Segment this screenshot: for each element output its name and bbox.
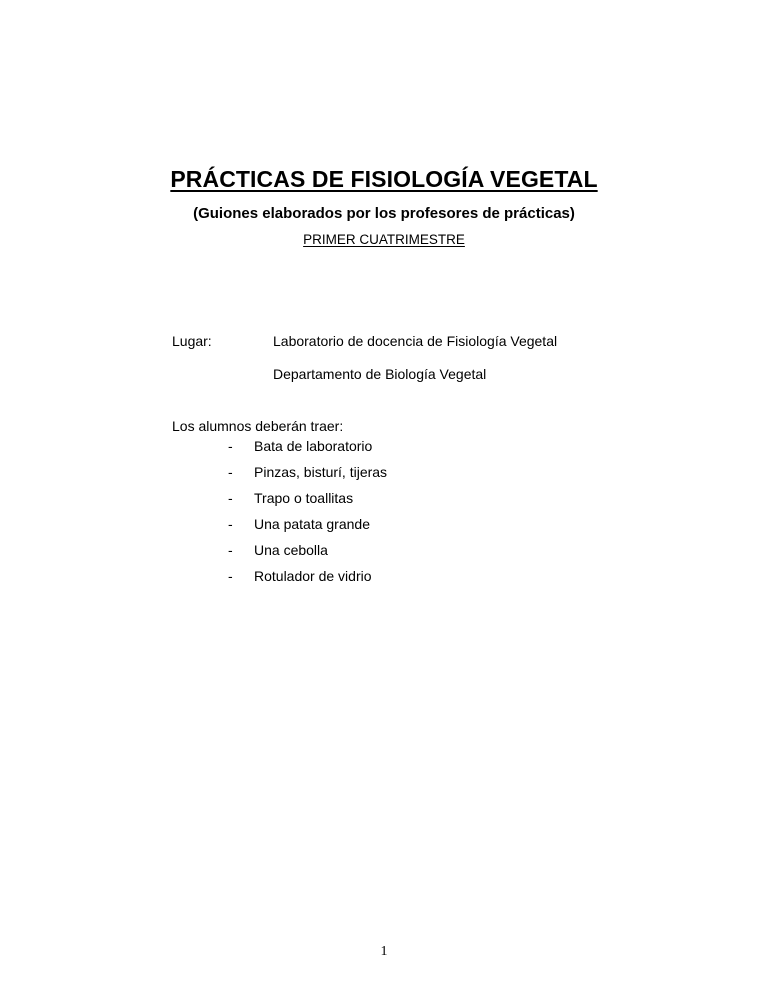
page-number: 1 bbox=[380, 944, 388, 959]
list-bullet: - bbox=[228, 542, 233, 558]
list-bullet: - bbox=[228, 568, 233, 584]
list-bullet: - bbox=[228, 516, 233, 532]
list-item-text: Una patata grande bbox=[254, 516, 370, 532]
list-item-text: Rotulador de vidrio bbox=[254, 568, 372, 584]
list-item-text: Bata de laboratorio bbox=[254, 438, 373, 454]
semester-heading: PRIMER CUATRIMESTRE bbox=[303, 232, 465, 247]
place-line-department: Departamento de Biología Vegetal bbox=[273, 366, 487, 382]
list-item-text: Trapo o toallitas bbox=[254, 490, 354, 506]
list-bullet: - bbox=[228, 438, 233, 454]
bring-list-label: Los alumnos deberán traer: bbox=[172, 418, 344, 434]
list-bullet: - bbox=[228, 490, 233, 506]
list-bullet: - bbox=[228, 464, 233, 480]
list-item-text: Pinzas, bisturí, tijeras bbox=[254, 464, 388, 480]
document-title: PRÁCTICAS DE FISIOLOGÍA VEGETAL bbox=[170, 166, 598, 192]
place-label: Lugar: bbox=[172, 333, 212, 349]
list-item-text: Una cebolla bbox=[254, 542, 328, 558]
place-line-lab: Laboratorio de docencia de Fisiología Vegetal bbox=[273, 333, 558, 349]
document-subtitle: (Guiones elaborados por los profesores de prácticas) bbox=[193, 205, 575, 222]
